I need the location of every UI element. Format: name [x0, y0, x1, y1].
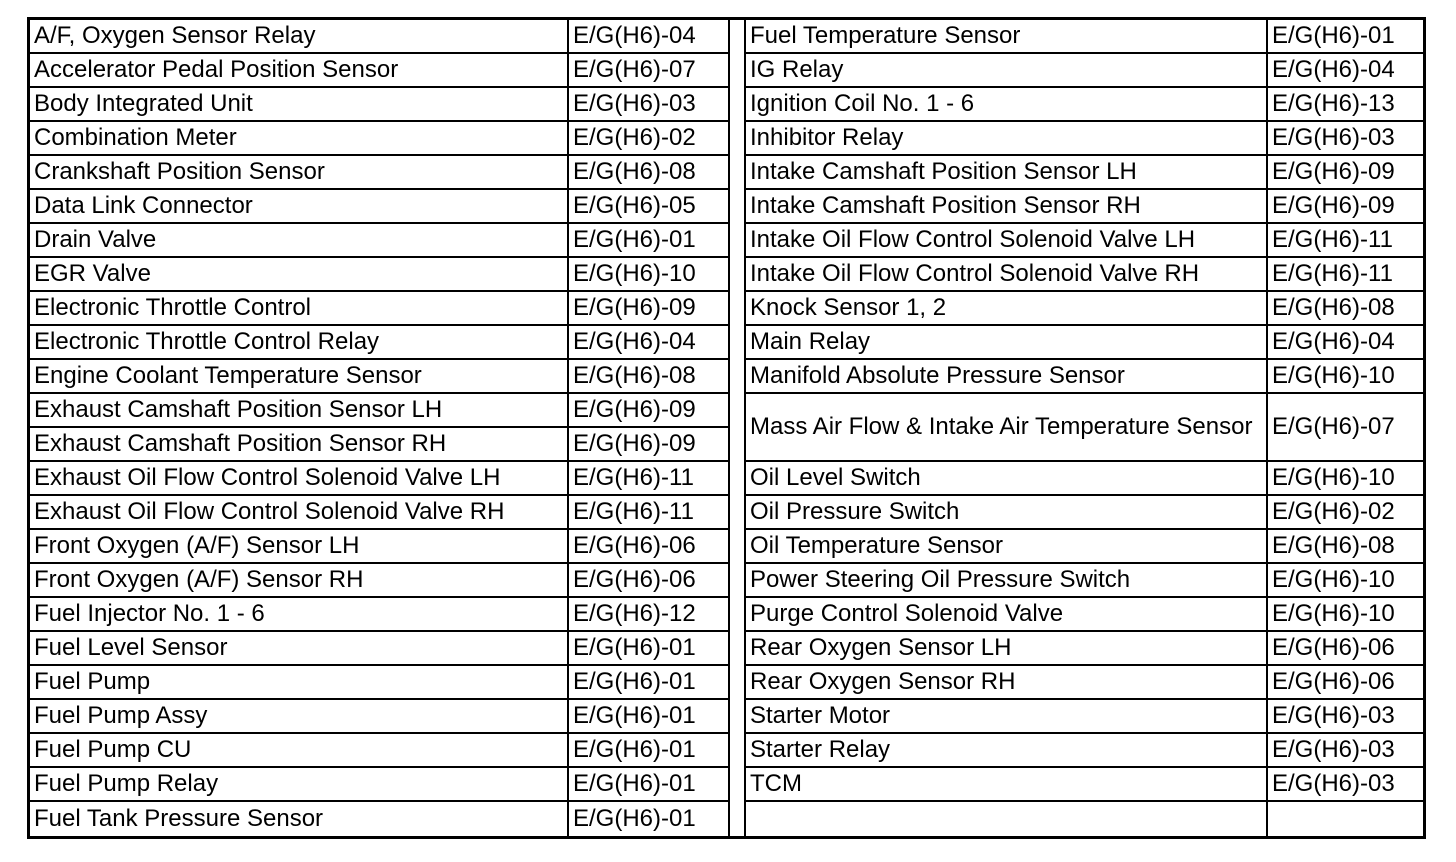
diagram-reference: E/G(H6)-11: [1268, 224, 1423, 258]
diagram-reference: E/G(H6)-08: [569, 156, 730, 190]
diagram-reference: E/G(H6)-09: [1268, 156, 1423, 190]
component-name: Ignition Coil No. 1 - 6: [746, 88, 1268, 122]
component-name: TCM: [746, 768, 1268, 802]
component-name: Fuel Pump Relay: [30, 768, 569, 802]
component-name: Main Relay: [746, 326, 1268, 360]
component-name: Exhaust Oil Flow Control Solenoid Valve LH: [30, 462, 569, 496]
component-name: Fuel Tank Pressure Sensor: [30, 802, 569, 836]
diagram-reference: E/G(H6)-08: [569, 360, 730, 394]
diagram-reference: E/G(H6)-02: [1268, 496, 1423, 530]
diagram-reference: E/G(H6)-12: [569, 598, 730, 632]
diagram-reference: E/G(H6)-01: [569, 632, 730, 666]
component-name: Power Steering Oil Pressure Switch: [746, 564, 1268, 598]
diagram-reference: E/G(H6)-10: [1268, 462, 1423, 496]
diagram-reference: E/G(H6)-01: [573, 805, 696, 832]
component-name: Accelerator Pedal Position Sensor: [30, 54, 569, 88]
component-name: Fuel Pump CU: [30, 734, 569, 768]
component-name: Front Oxygen (A/F) Sensor LH: [30, 530, 569, 564]
diagram-reference: E/G(H6)-10: [1268, 360, 1423, 394]
diagram-reference: E/G(H6)-04: [569, 20, 730, 54]
diagram-reference: E/G(H6)-06: [1268, 632, 1423, 666]
diagram-reference: E/G(H6)-01: [569, 700, 730, 734]
component-name: Exhaust Oil Flow Control Solenoid Valve RH: [30, 496, 569, 530]
diagram-reference: E/G(H6)-06: [569, 564, 730, 598]
diagram-reference: E/G(H6)-11: [569, 462, 730, 496]
diagram-reference: E/G(H6)-08: [1268, 292, 1423, 326]
diagram-reference: E/G(H6)-07: [1268, 394, 1423, 462]
component-name: Rear Oxygen Sensor LH: [746, 632, 1268, 666]
diagram-reference: E/G(H6)-11: [569, 496, 730, 530]
component-name: Fuel Pump: [30, 666, 569, 700]
component-name: Starter Relay: [746, 734, 1268, 768]
component-name: Intake Oil Flow Control Solenoid Valve RH: [746, 258, 1268, 292]
diagram-reference-empty: [1268, 802, 1423, 836]
diagram-reference: E/G(H6)-06: [569, 530, 730, 564]
component-name-empty: [746, 802, 1268, 836]
diagram-reference: E/G(H6)-13: [1268, 88, 1423, 122]
diagram-reference: E/G(H6)-09: [569, 292, 730, 326]
component-name: Body Integrated Unit: [30, 88, 569, 122]
component-name: EGR Valve: [30, 258, 569, 292]
component-name: Combination Meter: [30, 122, 569, 156]
left-table: [30, 20, 730, 836]
diagram-reference: E/G(H6)-06: [1268, 666, 1423, 700]
column-separator: [730, 20, 746, 836]
component-name: Fuel Injector No. 1 - 6: [30, 598, 569, 632]
component-name: Fuel Pump Assy: [30, 700, 569, 734]
component-name: Exhaust Camshaft Position Sensor LH: [30, 394, 569, 428]
component-name: Oil Pressure Switch: [746, 496, 1268, 530]
component-name: Intake Camshaft Position Sensor RH: [746, 190, 1268, 224]
diagram-reference: E/G(H6)-08: [1268, 530, 1423, 564]
component-name: Knock Sensor 1, 2: [746, 292, 1268, 326]
component-name: Engine Coolant Temperature Sensor: [30, 360, 569, 394]
diagram-reference: E/G(H6)-09: [1268, 190, 1423, 224]
component-name: Intake Camshaft Position Sensor LH: [746, 156, 1268, 190]
component-name: Inhibitor Relay: [746, 122, 1268, 156]
diagram-reference: E/G(H6)-03: [1268, 700, 1423, 734]
diagram-reference: E/G(H6)-01: [569, 224, 730, 258]
component-name: Manifold Absolute Pressure Sensor: [746, 360, 1268, 394]
diagram-reference: E/G(H6)-01: [569, 768, 730, 802]
diagram-reference: E/G(H6)-11: [1268, 258, 1423, 292]
diagram-reference: E/G(H6)-04: [1268, 54, 1423, 88]
component-name: A/F, Oxygen Sensor Relay: [30, 20, 569, 54]
diagram-reference: E/G(H6)-01: [569, 666, 730, 700]
component-name: Purge Control Solenoid Valve: [746, 598, 1268, 632]
diagram-reference: E/G(H6)-04: [1268, 326, 1423, 360]
diagram-reference: E/G(H6)-04: [569, 326, 730, 360]
component-name: Fuel Temperature Sensor: [746, 20, 1268, 54]
diagram-reference: E/G(H6)-03: [1268, 768, 1423, 802]
diagram-reference: E/G(H6)-03: [1268, 122, 1423, 156]
component-name: Electronic Throttle Control: [30, 292, 569, 326]
diagram-reference: E/G(H6)-03: [1268, 734, 1423, 768]
component-name: Intake Oil Flow Control Solenoid Valve LH: [746, 224, 1268, 258]
component-name: Oil Level Switch: [746, 462, 1268, 496]
component-name: Oil Temperature Sensor: [746, 530, 1268, 564]
component-name: Exhaust Camshaft Position Sensor RH: [30, 428, 569, 462]
component-name: Rear Oxygen Sensor RH: [746, 666, 1268, 700]
diagram-reference: E/G(H6)-03: [569, 88, 730, 122]
component-name: Fuel Level Sensor: [30, 632, 569, 666]
component-name: Electronic Throttle Control Relay: [30, 326, 569, 360]
component-name: Mass Air Flow & Intake Air Temperature Sensor: [746, 394, 1268, 462]
diagram-reference: E/G(H6)-01: [569, 734, 730, 768]
diagram-reference: E/G(H6)-01: [1268, 20, 1423, 54]
component-name: Starter Motor: [746, 700, 1268, 734]
diagram-reference: E/G(H6)-10: [1268, 598, 1423, 632]
right-table: [746, 20, 1423, 836]
diagram-reference: E/G(H6)-05: [569, 190, 730, 224]
diagram-reference: E/G(H6)-10: [1268, 564, 1423, 598]
diagram-reference: E/G(H6)-07: [569, 54, 730, 88]
diagram-reference: E/G(H6)-09: [569, 394, 730, 428]
component-name: Drain Valve: [30, 224, 569, 258]
component-name: Crankshaft Position Sensor: [30, 156, 569, 190]
diagram-reference: E/G(H6)-09: [569, 428, 730, 462]
component-name: IG Relay: [746, 54, 1268, 88]
diagram-reference: E/G(H6)-10: [569, 258, 730, 292]
component-name: Data Link Connector: [30, 190, 569, 224]
diagram-reference: E/G(H6)-02: [569, 122, 730, 156]
component-name: Front Oxygen (A/F) Sensor RH: [30, 564, 569, 598]
connector-index-table: [27, 17, 1426, 839]
